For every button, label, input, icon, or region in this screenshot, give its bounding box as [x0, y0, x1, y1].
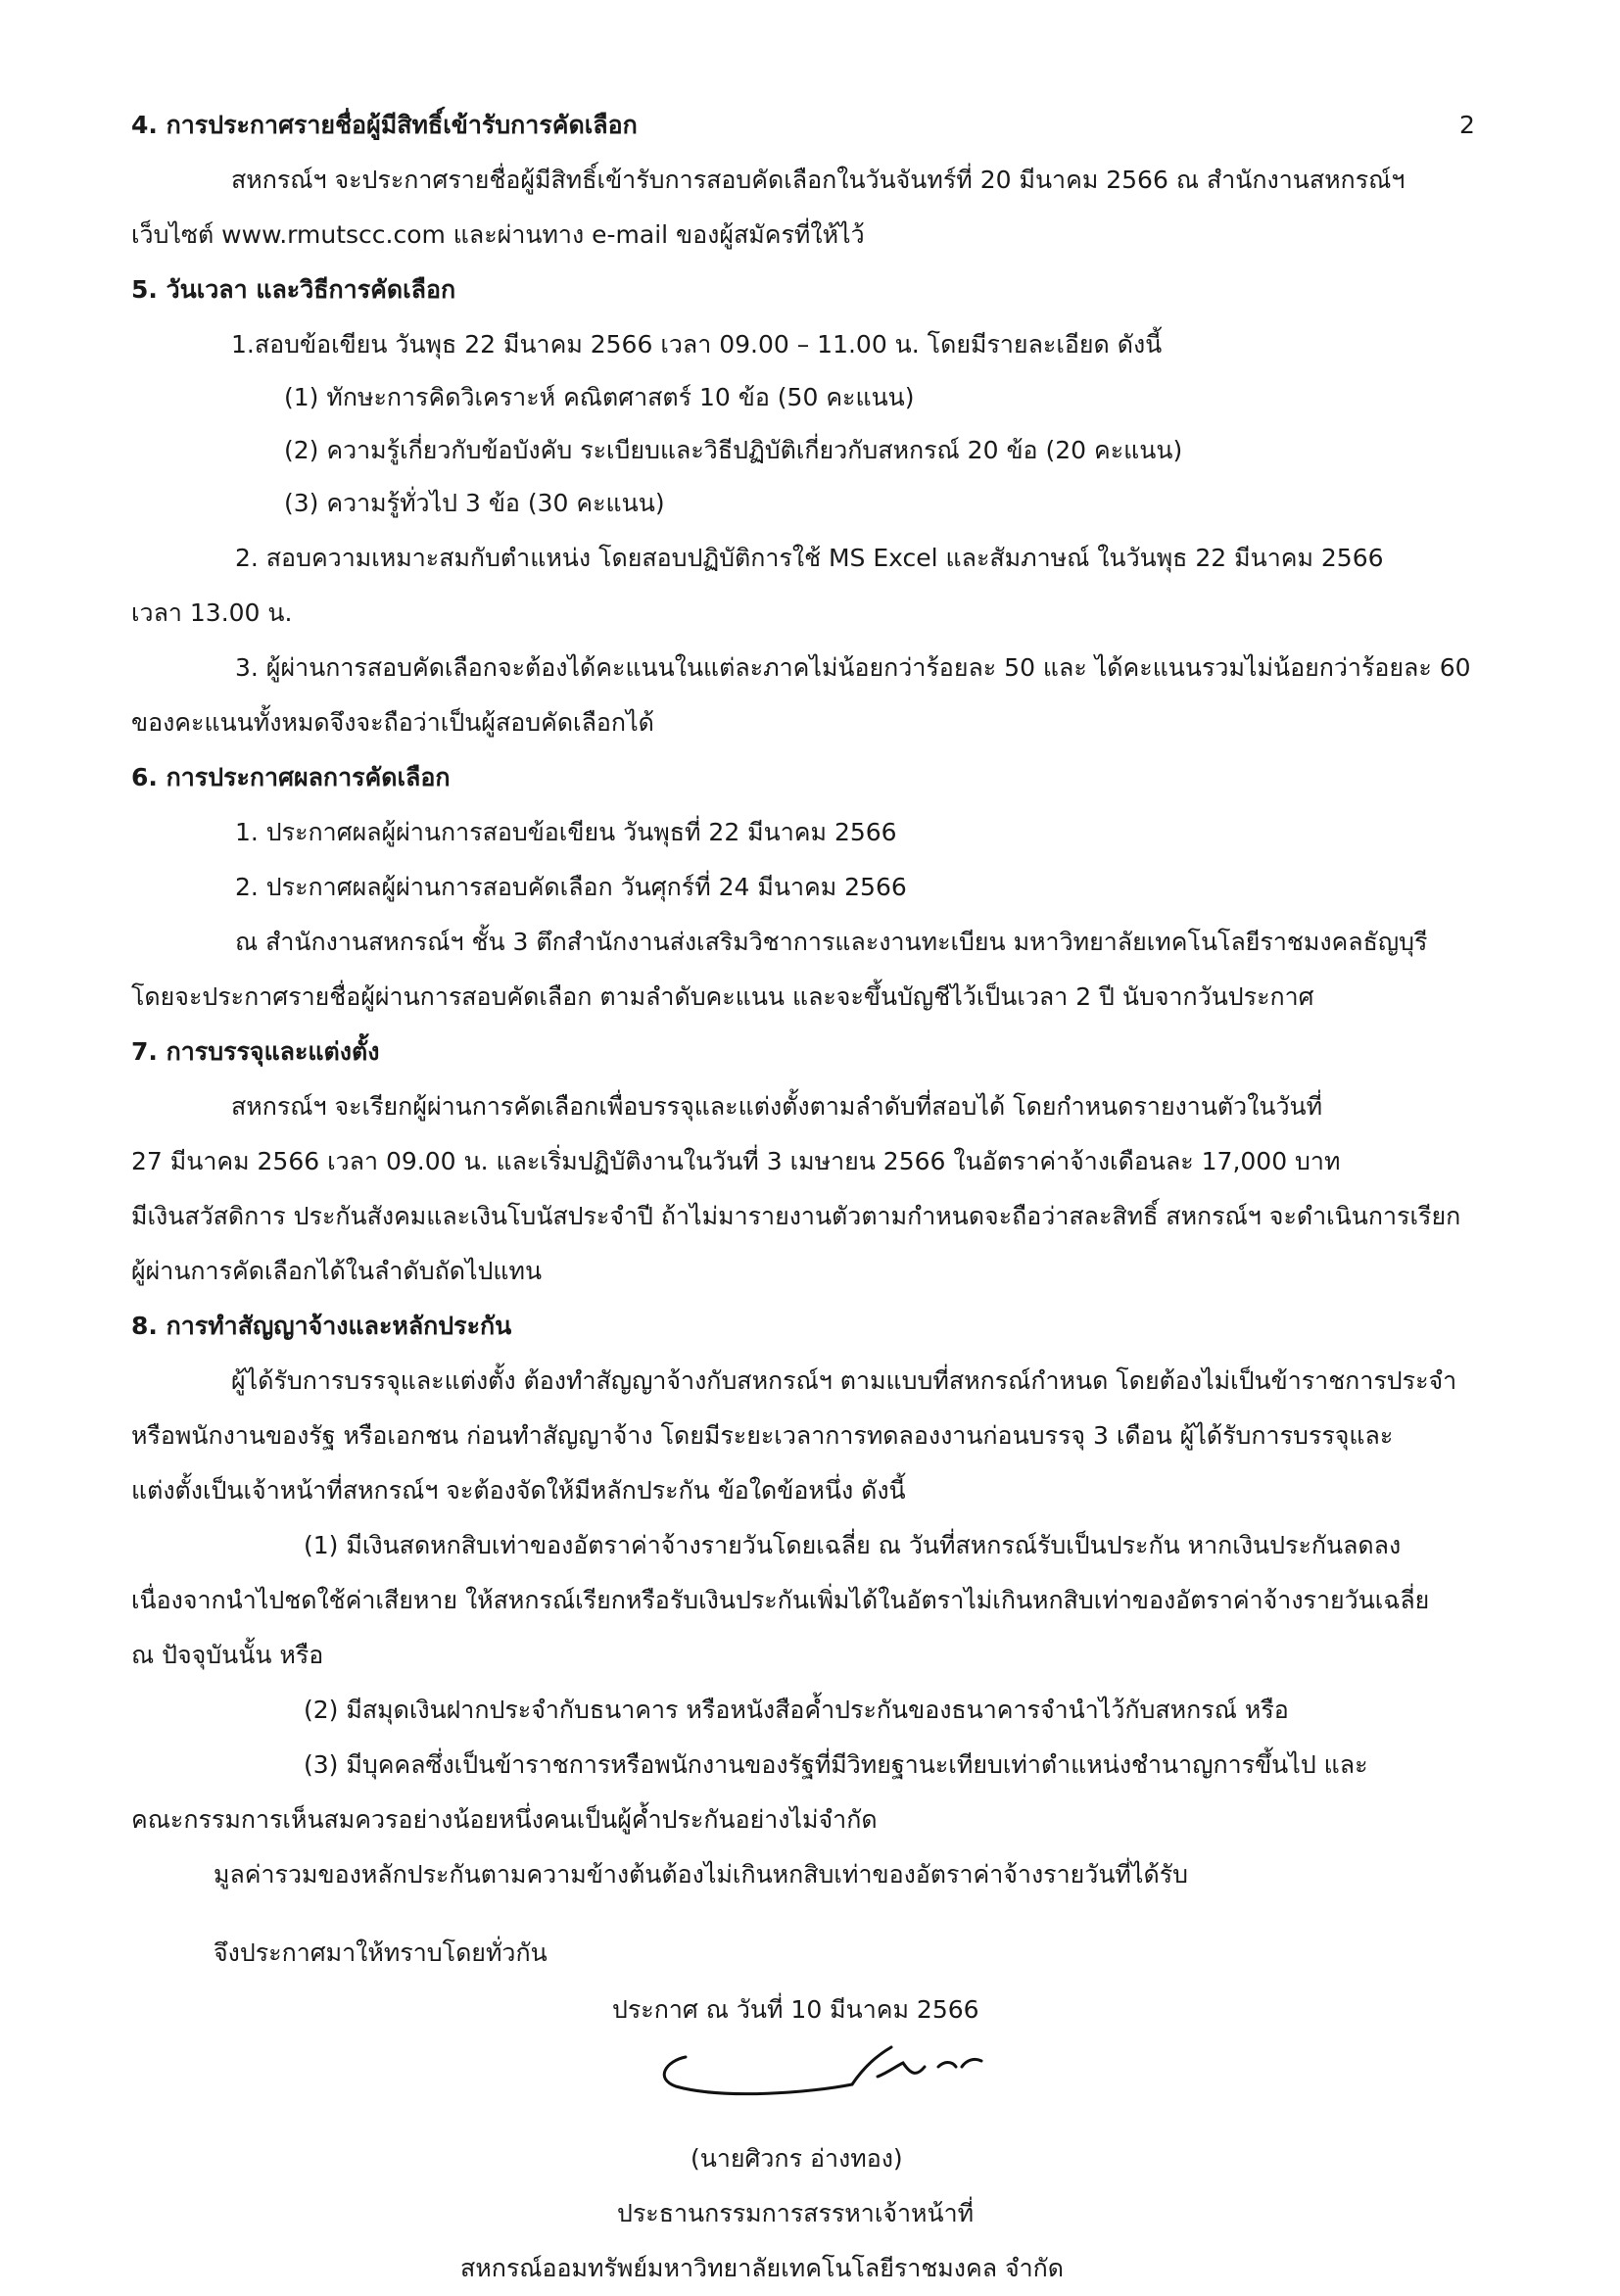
- section-8-collateral-1-line-2: เนื่องจากนำไปชดใช้ค่าเสียหาย ให้สหกรณ์เรียกหรือรับเงินประกันเพิ่มได้ในอัตราไม่เกินหกสิบเท่าของอัตราค่าจ้างรายวันเฉลี่ย: [131, 1586, 1430, 1614]
- section-5-item-1: 1.สอบข้อเขียน วันพุธ 22 มีนาคม 2566 เวลา 09.00 – 11.00 น. โดยมีรายละเอียด ดังนี้: [231, 330, 1163, 359]
- section-5-sub-3: (3) ความรู้ทั่วไป 3 ข้อ (30 คะแนน): [284, 489, 665, 517]
- section-8-line-3: แต่งตั้งเป็นเจ้าหน้าที่สหกรณ์ฯ จะต้องจัดให้มีหลักประกัน ข้อใดข้อหนึ่ง ดังนี้: [131, 1476, 906, 1505]
- closing-notice: จึงประกาศมาให้ทราบโดยทั่วกัน: [214, 1938, 548, 1967]
- section-5-item-2-line-2: เวลา 13.00 น.: [131, 598, 293, 627]
- section-8-collateral-1-line-3: ณ ปัจจุบันนั้น หรือ: [131, 1641, 324, 1669]
- section-6-line-1: ณ สำนักงานสหกรณ์ฯ ชั้น 3 ตึกสำนักงานส่งเสริมวิชาการและงานทะเบียน มหาวิทยาลัยเทคโนโลยีราชมงคลธัญบุรี: [235, 928, 1428, 956]
- section-6-heading: 6. การประกาศผลการคัดเลือก: [131, 763, 451, 791]
- section-5-sub-2: (2) ความรู้เกี่ยวกับข้อบังคับ ระเบียบและวิธีปฏิบัติเกี่ยวกับสหกรณ์ 20 ข้อ (20 คะแนน): [284, 436, 1183, 464]
- section-8-total-value: มูลค่ารวมของหลักประกันตามความข้างต้นต้องไม่เกินหกสิบเท่าของอัตราค่าจ้างรายวันที่ได้รับ: [214, 1860, 1188, 1889]
- section-7-line-4: ผู้ผ่านการคัดเลือกได้ในลำดับถัดไปแทน: [131, 1257, 543, 1285]
- section-8-collateral-3-line-2: คณะกรรมการเห็นสมควรอย่างน้อยหนึ่งคนเป็นผู้ค้ำประกันอย่างไม่จำกัด: [131, 1805, 878, 1834]
- page-number: 2: [1459, 111, 1475, 139]
- section-5-heading: 5. วันเวลา และวิธีการคัดเลือก: [131, 275, 456, 304]
- section-8-line-1: ผู้ได้รับการบรรจุและแต่งตั้ง ต้องทำสัญญาจ้างกับสหกรณ์ฯ ตามแบบที่สหกรณ์กำหนด โดยต้องไม่เป็นข้าราชการประจำ: [231, 1366, 1457, 1395]
- section-5-item-3-line-1: 3. ผู้ผ่านการสอบคัดเลือกจะต้องได้คะแนนในแต่ละภาคไม่น้อยกว่าร้อยละ 50 และ ได้คะแนนรวมไม่น้อยกว่าร้อยละ 60: [235, 653, 1471, 682]
- section-4-heading: 4. การประกาศรายชื่อผู้มีสิทธิ์เข้ารับการคัดเลือก: [131, 111, 638, 139]
- section-8-heading: 8. การทำสัญญาจ้างและหลักประกัน: [131, 1312, 512, 1340]
- section-5-item-2-line-1: 2. สอบความเหมาะสมกับตำแหน่ง โดยสอบปฏิบัติการใช้ MS Excel และสัมภาษณ์ ในวันพุธ 22 มีนาคม 2566: [235, 544, 1384, 572]
- section-7-heading: 7. การบรรจุและแต่งตั้ง: [131, 1037, 380, 1066]
- signer-title: ประธานกรรมการสรรหาเจ้าหน้าที่: [617, 2199, 975, 2227]
- section-8-collateral-1-line-1: (1) มีเงินสดหกสิบเท่าของอัตราค่าจ้างรายวันโดยเฉลี่ย ณ วันที่สหกรณ์รับเป็นประกัน หากเงินประกันลดลง: [304, 1531, 1402, 1559]
- signer-name: (นายศิวกร อ่างทอง): [691, 2144, 903, 2173]
- section-7-line-1: สหกรณ์ฯ จะเรียกผู้ผ่านการคัดเลือกเพื่อบรรจุและแต่งตั้งตามลำดับที่สอบได้ โดยกำหนดรายงานตัวในวันที่: [231, 1092, 1323, 1121]
- section-8-collateral-3-line-1: (3) มีบุคคลซึ่งเป็นข้าราชการหรือพนักงานของรัฐที่มีวิทยฐานะเทียบเท่าตำแหน่งชำนาญการขึ้นไป และ: [304, 1750, 1368, 1779]
- section-6-line-2: โดยจะประกาศรายชื่อผู้ผ่านการสอบคัดเลือก ตามลำดับคะแนน และจะขึ้นบัญชีไว้เป็นเวลา 2 ปี นับจากวันประกาศ: [131, 982, 1314, 1011]
- section-6-item-2: 2. ประกาศผลผู้ผ่านการสอบคัดเลือก วันศุกร์ที่ 24 มีนาคม 2566: [235, 873, 907, 901]
- section-5-sub-1: (1) ทักษะการคิดวิเคราะห์ คณิตศาสตร์ 10 ข้อ (50 คะแนน): [284, 383, 915, 411]
- section-5-item-3-line-2: ของคะแนนทั้งหมดจึงจะถือว่าเป็นผู้สอบคัดเลือกได้: [131, 708, 654, 737]
- announcement-date: ประกาศ ณ วันที่ 10 มีนาคม 2566: [612, 1995, 979, 2024]
- section-4-line-2: เว็บไซต์ www.rmutscc.com และผ่านทาง e-mail ของผู้สมัครที่ให้ไว้: [131, 220, 865, 249]
- section-6-item-1: 1. ประกาศผลผู้ผ่านการสอบข้อเขียน วันพุธที่ 22 มีนาคม 2566: [235, 818, 897, 846]
- section-4-line-1: สหกรณ์ฯ จะประกาศรายชื่อผู้มีสิทธิ์เข้ารับการสอบคัดเลือกในวันจันทร์ที่ 20 มีนาคม 2566 ณ สำนักงานสหกรณ์ฯ: [231, 166, 1406, 194]
- section-8-collateral-2: (2) มีสมุดเงินฝากประจำกับธนาคาร หรือหนังสือค้ำประกันของธนาคารจำนำไว้กับสหกรณ์ หรือ: [304, 1696, 1289, 1724]
- section-7-line-2: 27 มีนาคม 2566 เวลา 09.00 น. และเริ่มปฏิบัติงานในวันที่ 3 เมษายน 2566 ในอัตราค่าจ้างเดือนละ 17,000 บาท: [131, 1147, 1341, 1175]
- section-7-line-3: มีเงินสวัสดิการ ประกันสังคมและเงินโบนัสประจำปี ถ้าไม่มารายงานตัวตามกำหนดจะถือว่าสละสิทธิ์ สหกรณ์ฯ จะดำเนินการเรียก: [131, 1202, 1461, 1230]
- section-8-line-2: หรือพนักงานของรัฐ หรือเอกชน ก่อนทำสัญญาจ้าง โดยมีระยะเวลาการทดลองงานก่อนบรรจุ 3 เดือน ผู้ได้รับการบรรจุและ: [131, 1421, 1394, 1450]
- signature: [646, 2028, 999, 2106]
- organization-name: สหกรณ์ออมทรัพย์มหาวิทยาลัยเทคโนโลยีราชมงคล จำกัด: [460, 2254, 1065, 2282]
